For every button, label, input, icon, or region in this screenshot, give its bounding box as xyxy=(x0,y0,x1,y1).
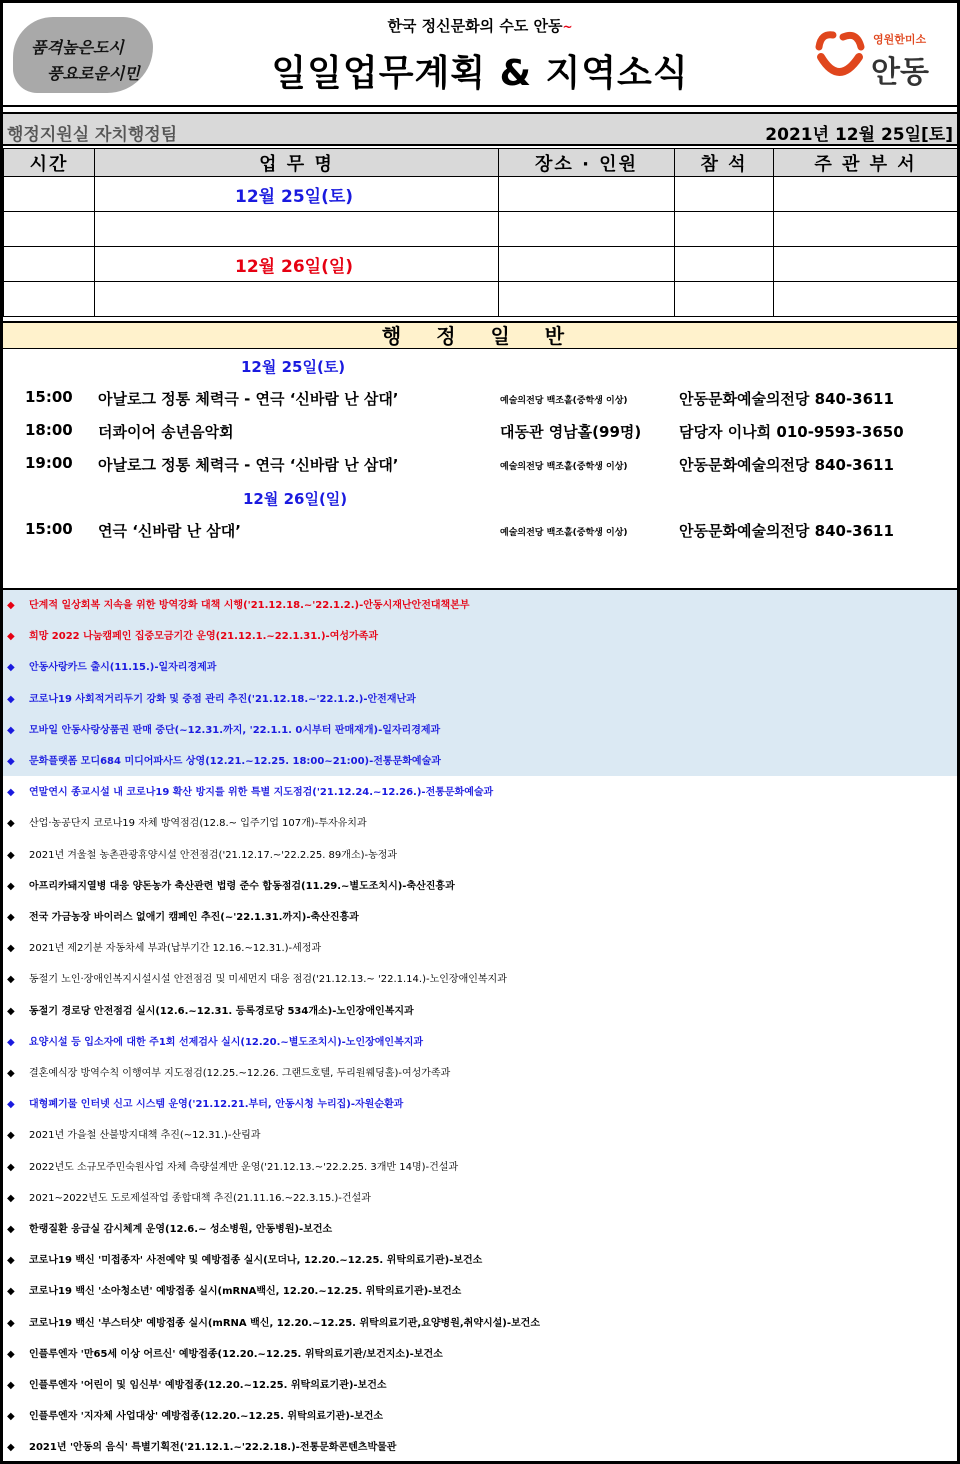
news-text: 한랭질환 응급실 감시체계 운영(12.6.~ 성소병원, 안동병원)-보건소 xyxy=(29,1224,333,1235)
slogan-line-2: 풍요로운시민 xyxy=(47,64,140,83)
event-place: 예술의전당 백조홀(중학생 이상) xyxy=(500,396,628,406)
news-item xyxy=(3,684,957,715)
logo-name: 안동 xyxy=(871,55,929,90)
logo-slogan: 영원한미소 xyxy=(873,33,927,46)
news-text: 인플루엔자 '지자체 사업대상' 예방접종(12.20.~12.25. 위탁의료기관)-보건소 xyxy=(29,1411,384,1423)
diamond-bullet-icon: ◆ xyxy=(7,724,15,736)
news-item xyxy=(3,590,957,621)
swirl-icon: ~ xyxy=(562,20,573,34)
news-text: 2021년 겨울철 농촌관광휴양시설 안전점검('21.12.17.~'22.2.25. 89개소)-농정과 xyxy=(29,849,398,861)
diamond-bullet-icon: ◆ xyxy=(7,1161,15,1173)
admin-section-heading: 행 정 일 반 xyxy=(3,321,957,349)
news-item xyxy=(3,902,957,933)
table-cell xyxy=(499,247,675,282)
table-cell xyxy=(95,212,499,247)
news-text: 인플루엔자 '만65세 이상 어르신' 예방접종(12.20.~12.25. 위탁의료기관/보건지소)-보건소 xyxy=(29,1348,443,1360)
diamond-bullet-icon: ◆ xyxy=(7,631,15,643)
news-text: 안동사랑카드 출시(11.15.)-일자리경제과 xyxy=(29,662,217,674)
news-item xyxy=(3,715,957,746)
event-name: 아날로그 정통 체력극 - 연극 ‘신바람 난 삼대’ xyxy=(98,390,399,408)
diamond-bullet-icon: ◆ xyxy=(7,849,15,861)
header xyxy=(3,3,957,107)
andong-logo xyxy=(813,25,943,91)
diamond-bullet-icon: ◆ xyxy=(7,787,15,799)
table-cell xyxy=(675,212,774,247)
diamond-bullet-icon: ◆ xyxy=(7,600,15,611)
news-text: 인플루엔자 '어린이 및 임신부' 예방접종(12.20.~12.25. 위탁의료기관)-보건소 xyxy=(29,1380,387,1391)
table-cell xyxy=(4,177,95,212)
news-item xyxy=(3,1370,957,1401)
event-contact: 안동문화예술의전당 840-3611 xyxy=(679,390,894,408)
news-text: 코로나19 백신 '부스터샷' 예방접종 실시(mRNA 백신, 12.20.~12.25. 위탁의료기관,요양병원,취약시설)-보건소 xyxy=(29,1317,541,1329)
list-item xyxy=(3,421,957,443)
news-text: 요양시설 등 입소자에 대한 주1회 선제검사 실시(12.20.~별도조치시)-노인장애인복지과 xyxy=(29,1036,424,1048)
table-row xyxy=(4,247,958,282)
news-text: 단계적 일상회복 지속을 위한 방역강화 대책 시행('21.12.18.~'22.1.2.)-안동시재난안전대책본부 xyxy=(29,600,470,611)
diamond-bullet-icon: ◆ xyxy=(7,1286,15,1298)
news-text: 대형폐기물 인터넷 신고 시스템 운영('21.12.21.부터, 안동시청 누리집)-자원순환과 xyxy=(29,1099,404,1111)
news-text: 결혼예식장 방역수칙 이행여부 지도점검(12.25.~12.26. 그랜드호텔, 두리원웨딩홀)-여성가족과 xyxy=(29,1068,451,1079)
table-row xyxy=(4,282,958,317)
diamond-bullet-icon: ◆ xyxy=(7,1068,15,1079)
event-time: 15:00 xyxy=(25,388,73,406)
event-name: 더콰이어 송년음악회 xyxy=(98,423,234,441)
table-cell xyxy=(774,247,958,282)
diamond-bullet-icon: ◆ xyxy=(7,818,15,830)
news-item xyxy=(3,1152,957,1183)
schedule-table xyxy=(3,148,958,317)
diamond-bullet-icon: ◆ xyxy=(7,943,15,955)
col-header-place: 장소 · 인원 xyxy=(499,149,675,177)
diamond-bullet-icon: ◆ xyxy=(7,1442,15,1454)
news-item xyxy=(3,1183,957,1214)
event-place: 대동관 영남홀(99명) xyxy=(500,423,642,441)
news-list xyxy=(3,588,957,1454)
news-item xyxy=(3,1027,957,1058)
news-text: 2022년도 소규모주민숙원사업 자체 측량설계반 운영('21.12.13.~'22.2.25. 3개반 14명)-건설과 xyxy=(29,1161,459,1173)
subtitle-text: 한국 정신문화의 수도 안동 xyxy=(387,17,563,35)
table-row xyxy=(4,177,958,212)
event-name: 아날로그 정통 체력극 - 연극 ‘신바람 난 삼대’ xyxy=(98,456,399,474)
table-cell xyxy=(774,282,958,317)
diamond-bullet-icon: ◆ xyxy=(7,1317,15,1329)
diamond-bullet-icon: ◆ xyxy=(7,1005,15,1017)
news-text: 동절기 노인·장애인복지시설시설 안전점검 및 미세먼지 대응 점검('21.12.13.~ '22.1.14.)-노인장애인복지과 xyxy=(29,974,507,986)
table-cell xyxy=(4,212,95,247)
table-cell xyxy=(774,212,958,247)
news-text: 모바일 안동사랑상품권 판매 중단(~12.31.까지, '22.1.1. 0시부터 판매재개)-일자리경제과 xyxy=(29,724,441,736)
news-item xyxy=(3,840,957,871)
table-cell xyxy=(675,177,774,212)
news-item xyxy=(3,933,957,964)
diamond-bullet-icon: ◆ xyxy=(7,880,15,892)
event-time: 18:00 xyxy=(25,421,73,439)
page-title: 일일업무계획 & 지역소식 xyxy=(271,53,689,94)
table-row xyxy=(4,212,958,247)
news-item xyxy=(3,871,957,902)
diamond-bullet-icon: ◆ xyxy=(7,1224,15,1235)
news-item xyxy=(3,964,957,995)
news-text: 코로나19 백신 '미접종자' 사전예약 및 예방접종 실시(모더나, 12.20.~12.25. 위탁의료기관)-보건소 xyxy=(29,1255,483,1267)
diamond-bullet-icon: ◆ xyxy=(7,756,15,767)
news-text: 동절기 경로당 안전점검 실시(12.6.~12.31. 등록경로당 534개소)-노인장애인복지과 xyxy=(29,1005,414,1017)
event-contact: 안동문화예술의전당 840-3611 xyxy=(679,522,894,540)
table-cell xyxy=(95,282,499,317)
news-item xyxy=(3,1058,957,1089)
news-text: 전국 가금농장 바이러스 없애기 캠페인 추진(~'22.1.31.까지)-축산진흥과 xyxy=(29,912,359,923)
news-text: 아프리카돼지열병 대응 양돈농가 축산관련 법령 준수 합동점검(11.29.~별도조치시)-축산진흥과 xyxy=(29,880,455,892)
event-place: 예술의전당 백조홀(중학생 이상) xyxy=(500,528,628,538)
diamond-bullet-icon: ◆ xyxy=(7,1380,15,1391)
list-item xyxy=(3,388,957,410)
news-item xyxy=(3,1089,957,1120)
table-cell xyxy=(4,247,95,282)
event-time: 19:00 xyxy=(25,454,73,472)
event-contact: 담당자 이나희 010-9593-3650 xyxy=(679,423,904,441)
diamond-bullet-icon: ◆ xyxy=(7,1255,15,1267)
news-item xyxy=(3,1120,957,1151)
table-cell xyxy=(774,177,958,212)
news-text: 희망 2022 나눔캠페인 집중모금기간 운영(21.12.1.~22.1.31.)-여성가족과 xyxy=(29,631,379,643)
slogan-line-1: 품격높은도시 xyxy=(31,38,124,57)
diamond-bullet-icon: ◆ xyxy=(7,912,15,923)
diamond-bullet-icon: ◆ xyxy=(7,1036,15,1048)
news-text: 2021년 가을철 산불방지대책 추진(~12.31.)-산림과 xyxy=(29,1130,261,1142)
admin-day-2: 12월 26일(일) xyxy=(243,490,348,508)
andong-smile-icon xyxy=(813,29,867,85)
schedule-day-2: 12월 26일(일) xyxy=(95,247,499,282)
schedule-day-1: 12월 25일(토) xyxy=(95,177,499,212)
admin-events xyxy=(3,350,957,588)
diamond-bullet-icon: ◆ xyxy=(7,1192,15,1204)
news-item xyxy=(3,652,957,683)
event-time: 15:00 xyxy=(25,520,73,538)
schedule-header-row xyxy=(4,149,958,177)
table-cell xyxy=(675,282,774,317)
news-item xyxy=(3,1401,957,1432)
report-date: 2021년 12월 25일[토] xyxy=(765,125,953,145)
table-cell xyxy=(4,282,95,317)
news-item xyxy=(3,808,957,839)
event-place: 예술의전당 백조홀(중학생 이상) xyxy=(500,462,628,472)
event-name: 연극 ‘신바람 난 삼대’ xyxy=(98,522,241,540)
news-item xyxy=(3,996,957,1027)
admin-day-1: 12월 25일(토) xyxy=(241,358,346,376)
diamond-bullet-icon: ◆ xyxy=(7,1348,15,1360)
diamond-bullet-icon: ◆ xyxy=(7,1099,15,1111)
diamond-bullet-icon: ◆ xyxy=(7,974,15,986)
news-text: 연말연시 종교시설 내 코로나19 확산 방지를 위한 특별 지도점검('21.12.24.~12.26.)-전통문화예술과 xyxy=(29,787,494,799)
diamond-bullet-icon: ◆ xyxy=(7,693,15,705)
list-item xyxy=(3,454,957,476)
table-cell xyxy=(675,247,774,282)
team-name: 행정지원실 자치행정팀 xyxy=(7,125,178,145)
news-item xyxy=(3,1432,957,1463)
news-item xyxy=(3,1339,957,1370)
news-item xyxy=(3,621,957,652)
news-text: 산업·농공단지 코로나19 자체 방역점검(12.8.~ 입주기업 107개)-투자유치과 xyxy=(29,818,367,830)
table-cell xyxy=(499,282,675,317)
news-item xyxy=(3,1308,957,1339)
diamond-bullet-icon: ◆ xyxy=(7,662,15,674)
event-contact: 안동문화예술의전당 840-3611 xyxy=(679,456,894,474)
news-text: 코로나19 사회적거리두기 강화 및 중점 관리 추진('21.12.18.~'22.1.2.)-안전재난과 xyxy=(29,693,416,705)
col-header-time: 시간 xyxy=(4,149,95,177)
news-item xyxy=(3,746,957,777)
news-item xyxy=(3,777,957,808)
news-text: 문화플랫폼 모디684 미디어파사드 상영(12.21.~12.25. 18:00~21:00)-전통문화예술과 xyxy=(29,756,441,767)
news-item xyxy=(3,1214,957,1245)
diamond-bullet-icon: ◆ xyxy=(7,1130,15,1142)
table-cell xyxy=(499,177,675,212)
news-text: 2021년 '안동의 음식' 특별기획전('21.12.1.~'22.2.18.)-전통문화콘텐츠박물관 xyxy=(29,1442,397,1454)
col-header-attendee: 참 석 xyxy=(675,149,774,177)
list-item xyxy=(3,520,957,542)
news-item xyxy=(3,1276,957,1307)
news-item xyxy=(3,1245,957,1276)
info-bar xyxy=(3,112,957,146)
news-text: 2021~2022년도 도로제설작업 종합대책 추진(21.11.16.~22.3.15.)-건설과 xyxy=(29,1192,371,1204)
table-cell xyxy=(499,212,675,247)
col-header-department: 주 관 부 서 xyxy=(774,149,958,177)
col-header-task: 업 무 명 xyxy=(95,149,499,177)
news-text: 2021년 제2기분 자동차세 부과(납부기간 12.16.~12.31.)-세정과 xyxy=(29,943,322,955)
diamond-bullet-icon: ◆ xyxy=(7,1411,15,1423)
news-text: 코로나19 백신 '소아청소년' 예방접종 실시(mRNA백신, 12.20.~12.25. 위탁의료기관)-보건소 xyxy=(29,1286,462,1298)
